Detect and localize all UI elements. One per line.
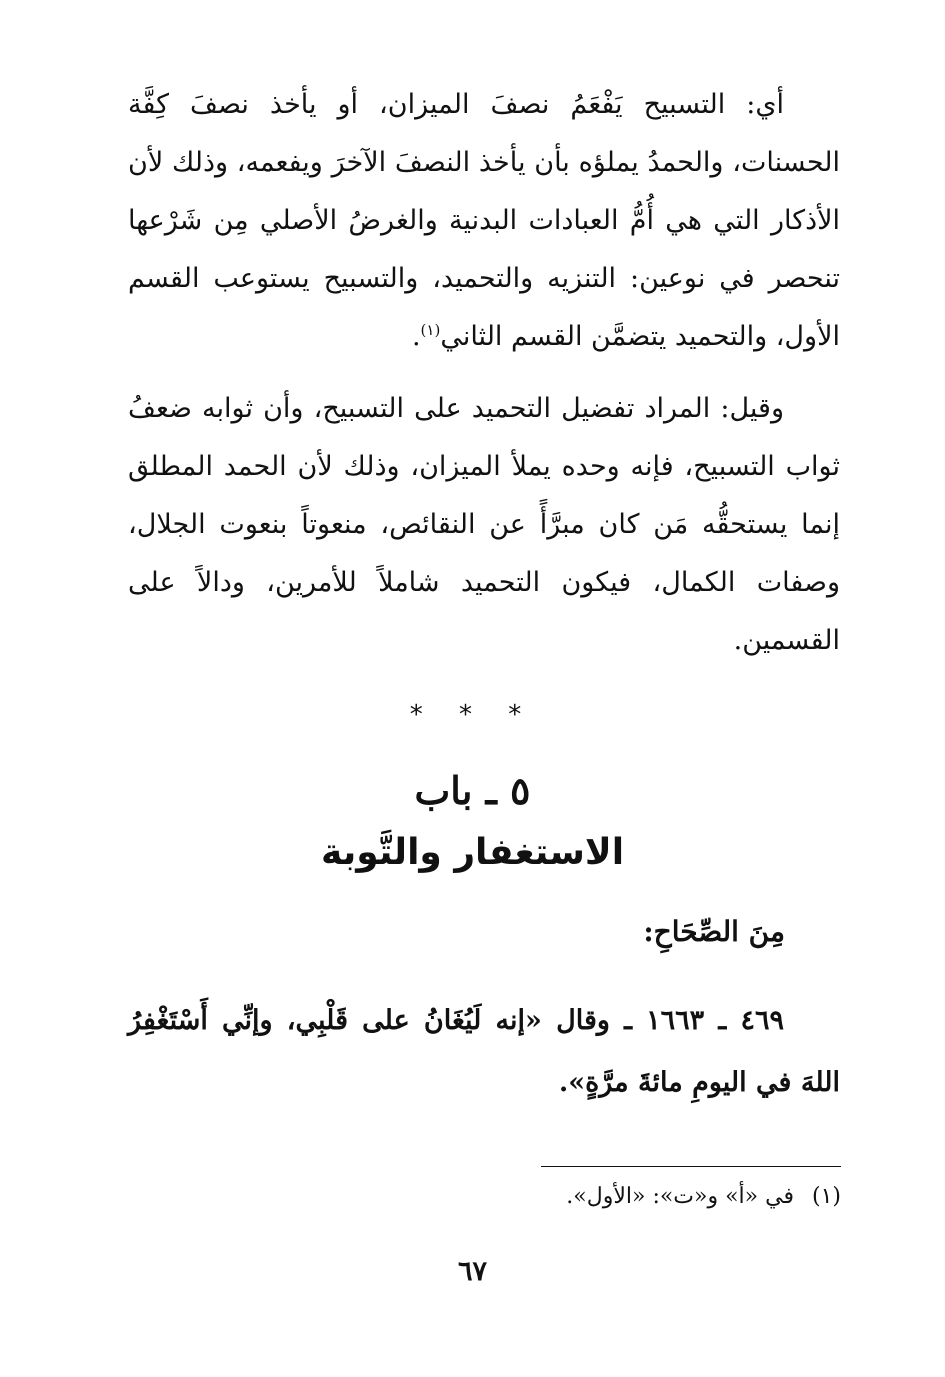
chapter-title: الاستغفار والتَّوبة: [320, 832, 625, 873]
footnote-divider: [541, 1166, 841, 1167]
body-paragraph-2: وقيل: المراد تفضيل التحميد على التسبيح، وأن ثوابه ضعفُ ثواب التسبيح، فإنه وحده يملأ الميزان، وذلك لأن الحمد المطلق إنما يستحقُّه مَن كان مبرَّأً عن النقائص، منعوتاً بنعوت الجلال، وصفات الكمال، فيكون التحميد شاملاً للأمرين، ودالاً على القسمين.: [128, 393, 840, 656]
footnote-text: في «أ» و«ت»: «الأول».: [566, 1184, 794, 1209]
paragraph-1-end: .: [411, 321, 421, 352]
paragraph-1-text: أي: التسبيح يَفْعَمُ نصفَ الميزان، أو يأخذ نصفَ كِفَّة الحسنات، والحمدُ يملؤه بأن يأخذ النصفَ الآخرَ ويفعمه، وذلك لأن الأذكار التي هي أُمُّ العبادات البدنية والغرضُ الأصلي مِن شَرْعها تنحصر في نوعين: التنزيه والتحميد، والتسبيح يستوعب القسم الأول، والتحميد يتضمَّن القسم الثاني: [128, 89, 840, 352]
footnote-reference[interactable]: (١): [420, 321, 441, 339]
section-heading: مِنَ الصِّحَاحِ:: [643, 915, 785, 948]
section-separator: * * *: [409, 700, 536, 730]
body-paragraph-1: [128, 76, 840, 366]
footnote-marker: (١): [811, 1184, 841, 1209]
hadith-text: ٤٦٩ ـ ١٦٦٣ ـ وقال «إنه لَيُغَانُ على قَلْبِي، وإنِّي أَسْتَغْفِرُ اللهَ في اليومِ مائةَ مرَّةٍ».: [128, 1005, 840, 1098]
chapter-number: ٥ ـ باب: [414, 768, 531, 813]
footnote: [566, 1184, 841, 1209]
page-number: ٦٧: [457, 1256, 487, 1287]
